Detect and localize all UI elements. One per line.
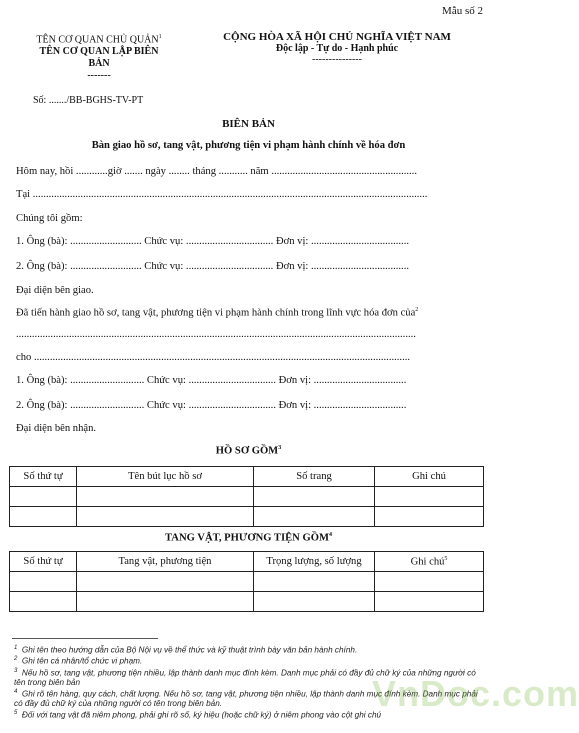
table-cell[interactable] (375, 487, 484, 507)
column-header: Ghi chú (375, 467, 484, 487)
table-header-row (10, 552, 484, 572)
receiver-person-2: 2. Ông (bà): ............................ Chức vụ: ................................. Đơn vị: ................................... (16, 400, 407, 411)
table-cell[interactable] (10, 572, 77, 592)
motto-dashes: --------------- (312, 54, 362, 65)
records-heading: HỒ SƠ GỒM$^3$ (215, 445, 282, 457)
giver-representative: Đại diện bên giao. (16, 285, 94, 296)
table-cell[interactable] (10, 507, 77, 527)
table-row (10, 507, 484, 527)
table-cell[interactable] (10, 487, 77, 507)
table-row (10, 592, 484, 612)
document-subtitle: Bàn giao hồ sơ, tang vật, phương tiện vi phạm hành chính về hóa đơn (91, 140, 406, 151)
table-cell[interactable] (375, 572, 484, 592)
receiver-representative: Đại diện bên nhận. (16, 423, 97, 434)
column-header: Số thứ tự (10, 552, 77, 572)
table-cell[interactable] (254, 487, 375, 507)
table-cell[interactable] (254, 572, 375, 592)
table-cell[interactable] (375, 592, 484, 612)
giver-person-1: 1. Ông (bà): ........................... Chức vụ: ................................. Đơn vị: ..................................... (16, 236, 409, 247)
agency-name-line1: TÊN CƠ QUAN LẬP BIÊN (39, 46, 159, 58)
footnote-4: $^4$ Ghi rõ tên hàng, quy cách, chất lượng. Nếu hồ sơ, tang vật, phương tiện nhiều, lập thành danh mục đính kèm. Danh mục phải có đầy đủ chữ ký của những người có tên trong biên bản. (14, 689, 478, 709)
participants-intro: Chúng tôi gồm: (16, 213, 83, 224)
table-row (10, 487, 484, 507)
column-header: Tên bút lục hồ sơ (77, 467, 254, 487)
receiver-person-1: 1. Ông (bà): ............................ Chức vụ: ................................. Đơn vị: ................................... (16, 375, 407, 386)
footnote-separator (12, 638, 158, 639)
watermark-logo: VnDoc.com (372, 673, 579, 714)
national-motto: Độc lập - Tự do - Hạnh phúc (275, 43, 399, 54)
evidence-table (9, 551, 484, 612)
footnote-5: $^5$ Đối với tang vật đã niêm phong, phải ghi rõ số, ký hiệu (hoặc chữ ký) ở niêm phong vào cột ghi chú (14, 710, 382, 720)
document-title: BIÊN BẢN (222, 118, 275, 130)
document-number: Số: ......./BB-BGHS-TV-PT (33, 95, 144, 106)
column-header: Số trang (254, 467, 375, 487)
table-cell[interactable] (254, 507, 375, 527)
agency-dashes: ------- (87, 70, 111, 82)
form-number: Mẫu số 2 (442, 5, 483, 17)
table-cell[interactable] (77, 592, 254, 612)
column-header: Tang vật, phương tiện (77, 552, 254, 572)
location-line: Tại ..................................................................................................................................................... (16, 189, 428, 200)
column-header: Trọng lượng, số lượng (254, 552, 375, 572)
handover-statement: Đã tiến hành giao hồ sơ, tang vật, phương tiện vi phạm hành chính trong lĩnh vực hóa đơn của$^2$ (16, 307, 419, 319)
giver-person-2: 2. Ông (bà): ........................... Chức vụ: ................................. Đơn vị: ..................................... (16, 261, 409, 272)
footnote-3: $^3$ Nếu hồ sơ, tang vật, phương tiện nhiều, lập thành danh mục đính kèm. Danh mục phải có đầy đủ chữ ký của những người có tên trong biên bản (14, 667, 476, 688)
table-cell[interactable] (77, 487, 254, 507)
agency-parent: TÊN CƠ QUAN CHỦ QUẢN$^1$ (36, 34, 162, 46)
footnote-2: $^2$ Ghi tên cá nhân/tổ chức vi phạm. (14, 656, 143, 667)
column-header: Ghi chú$^5$ (375, 552, 484, 572)
table-cell[interactable] (77, 507, 254, 527)
table-cell[interactable] (375, 507, 484, 527)
recipient-line: cho .............................................................................................................................................. (16, 352, 411, 363)
evidence-heading: TANG VẬT, PHƯƠNG TIỆN GỒM$^4$ (165, 532, 332, 544)
table-cell[interactable] (10, 592, 77, 612)
violator-dots-line: ....................................................................................................................................................... (16, 329, 416, 340)
table-cell[interactable] (77, 572, 254, 592)
column-header: Số thứ tự (10, 467, 77, 487)
footnote-1: $^1$ Ghi tên theo hướng dẫn của Bộ Nội vụ về thể thức và kỹ thuật trình bày văn bản hành chính. (14, 645, 358, 655)
date-time-line: Hôm nay, hồi ............giờ ....... ngày ........ tháng ........... năm ....................................................... (16, 166, 417, 177)
agency-block (14, 31, 184, 82)
agency-name-line2: BẢN (88, 58, 110, 70)
table-cell[interactable] (254, 592, 375, 612)
country-name: CỘNG HÒA XÃ HỘI CHỦ NGHĨA VIỆT NAM (223, 31, 451, 43)
table-header-row (10, 467, 484, 487)
records-table (9, 466, 484, 527)
national-header (198, 31, 476, 65)
table-row (10, 572, 484, 592)
